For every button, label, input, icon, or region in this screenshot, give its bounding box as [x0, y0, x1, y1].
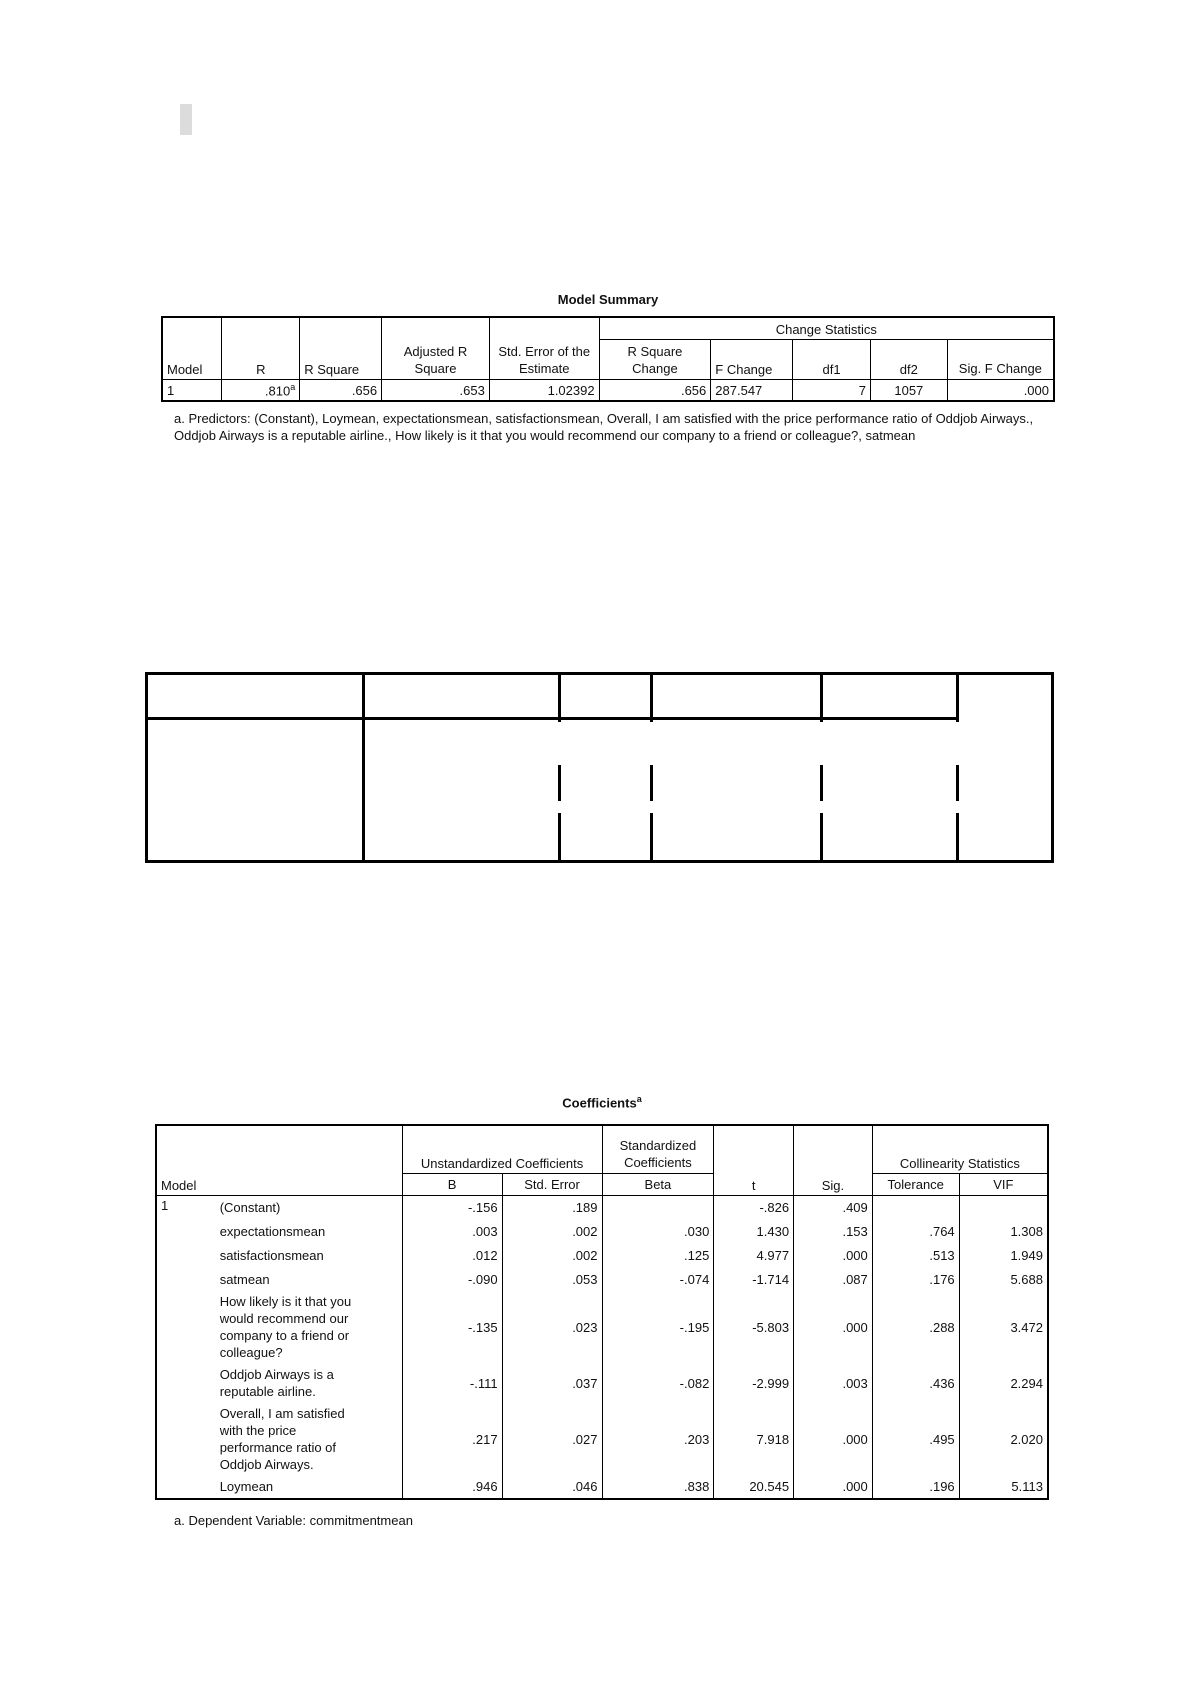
coefficients-table-wrap — [155, 1124, 1049, 1500]
cell-vif: 2.020 — [1010, 1431, 1043, 1447]
cell-b: .217 — [402, 1403, 502, 1475]
cell-b: .003 — [402, 1219, 502, 1243]
cell-t: -.826 — [714, 1195, 794, 1219]
cell-predictor: Oddjob Airways is a reputable airline. — [216, 1363, 403, 1403]
cell-se: .189 — [502, 1195, 602, 1219]
header-r: R — [222, 317, 300, 379]
cell-predictor: satisfactionsmean — [216, 1243, 403, 1267]
grid-divider — [956, 765, 959, 801]
cell-df1: 7 — [793, 379, 871, 401]
table-row — [156, 1219, 1048, 1243]
cell-predictor: How likely is it that you would recommend our company to a friend or colleague? — [216, 1291, 403, 1363]
cell-predictor: (Constant) — [216, 1195, 403, 1219]
cell-vif: 5.688 — [1010, 1271, 1043, 1287]
grid-divider — [148, 717, 959, 720]
header-f-change: F Change — [711, 339, 793, 379]
cell-sig: .003 — [794, 1363, 873, 1403]
grid-divider — [558, 765, 561, 801]
cell-t: -1.714 — [714, 1267, 794, 1291]
cell-b: -.135 — [402, 1291, 502, 1363]
grid-divider — [650, 813, 653, 860]
header-change-statistics: Change Statistics — [599, 317, 1054, 339]
grid-divider — [650, 765, 653, 801]
cell-beta — [602, 1195, 714, 1219]
header-model: Model — [156, 1125, 402, 1195]
cell-r-square: .656 — [300, 379, 382, 401]
header-df1: df1 — [793, 339, 871, 379]
grey-marker — [180, 104, 192, 135]
cell-f-change: 287.547 — [711, 379, 793, 401]
cell-t: -2.999 — [714, 1363, 794, 1403]
cell-adjusted-r-square: .653 — [382, 379, 490, 401]
table-row — [156, 1403, 1048, 1475]
model-summary-row — [162, 379, 1054, 401]
header-model: Model — [162, 317, 222, 379]
cell-predictor: Loymean — [216, 1475, 403, 1499]
cell-t: 4.977 — [714, 1243, 794, 1267]
cell-vif: 3.472 — [1010, 1319, 1043, 1335]
cell-beta: .203 — [602, 1403, 714, 1475]
cell-sig: .153 — [794, 1219, 873, 1243]
cell-df2: 1057 — [870, 379, 947, 401]
cell-beta: -.082 — [602, 1363, 714, 1403]
coefficients-title: Coefficients$^a$ — [562, 1094, 642, 1111]
cell-std-error: 1.02392 — [489, 379, 599, 401]
cell-model: 1 — [162, 379, 222, 401]
cell-se: .046 — [502, 1475, 602, 1499]
cell-tolerance: .513 — [872, 1243, 959, 1267]
cell-predictor: satmean — [216, 1267, 403, 1291]
table-row — [156, 1363, 1048, 1403]
cell-r: .810$^a$ — [222, 379, 300, 401]
grid-divider — [558, 813, 561, 860]
header-unstandardized: Unstandardized Coefficients — [402, 1125, 602, 1173]
coefficients-footnote: a. Dependent Variable: commitmentmean — [174, 1513, 413, 1528]
header-vif: VIF — [993, 1176, 1014, 1192]
coefficients-table — [155, 1124, 1049, 1500]
header-r-square-change: R Square Change — [599, 339, 711, 379]
cell-b: -.111 — [402, 1363, 502, 1403]
header-beta: Beta — [602, 1173, 714, 1195]
cell-se: .053 — [502, 1267, 602, 1291]
cell-sig: .000 — [794, 1291, 873, 1363]
model-summary-table-wrap — [161, 316, 1055, 402]
cell-b: .012 — [402, 1243, 502, 1267]
header-tolerance: Tolerance — [872, 1173, 959, 1195]
cell-tolerance: .436 — [872, 1363, 959, 1403]
cell-sig: .409 — [794, 1195, 873, 1219]
header-std-error: Std. Error — [502, 1173, 602, 1195]
cell-predictor: Overall, I am satisfied with the price performance ratio of Oddjob Airways. — [216, 1403, 403, 1475]
cell-vif — [959, 1195, 1048, 1219]
grid-divider — [956, 813, 959, 860]
cell-t: -5.803 — [714, 1291, 794, 1363]
grid-divider — [820, 813, 823, 860]
header-r-square: R Square — [300, 317, 382, 379]
cell-sig: .000 — [794, 1243, 873, 1267]
header-standardized: Standardized Coefficients — [602, 1125, 714, 1173]
table-row — [156, 1195, 1048, 1219]
header-t: t — [714, 1125, 794, 1195]
table-row — [156, 1475, 1048, 1499]
cell-sig-f-change: .000 — [947, 379, 1054, 401]
cell-se: .002 — [502, 1243, 602, 1267]
model-summary-table — [161, 316, 1055, 402]
cell-vif: 5.113 — [1011, 1479, 1043, 1494]
header-df2: df2 — [870, 339, 947, 379]
cell-se: .023 — [502, 1291, 602, 1363]
grid-divider — [820, 765, 823, 801]
cell-sig: .000 — [794, 1403, 873, 1475]
grid-divider — [820, 675, 823, 722]
table-row — [156, 1291, 1048, 1363]
header-b: B — [402, 1173, 502, 1195]
table-row — [156, 1267, 1048, 1291]
cell-b: .946 — [402, 1475, 502, 1499]
cell-tolerance — [872, 1195, 959, 1219]
cell-se: .037 — [502, 1363, 602, 1403]
cell-beta: .838 — [602, 1475, 714, 1499]
cell-t: 1.430 — [714, 1219, 794, 1243]
cell-beta: -.074 — [602, 1267, 714, 1291]
cell-b: -.156 — [402, 1195, 502, 1219]
cell-predictor: expectationsmean — [216, 1219, 403, 1243]
header-sig: Sig. — [794, 1125, 873, 1195]
grid-divider — [362, 675, 365, 860]
cell-beta: -.195 — [602, 1291, 714, 1363]
cell-b: -.090 — [402, 1267, 502, 1291]
header-sig-f-change: Sig. F Change — [958, 360, 1042, 376]
grid-divider — [650, 675, 653, 722]
cell-model-number: 1 — [156, 1195, 216, 1219]
cell-vif: 1.949 — [1010, 1247, 1043, 1263]
header-std-error: Std. Error of the Estimate — [489, 317, 599, 379]
cell-tolerance: .176 — [872, 1267, 959, 1291]
header-adjusted-r-square: Adjusted R Square — [382, 317, 490, 379]
table-row — [156, 1243, 1048, 1267]
grid-divider — [558, 675, 561, 722]
cell-r-square-change: .656 — [599, 379, 711, 401]
cell-vif: 1.308 — [1010, 1223, 1043, 1239]
cell-tolerance: .196 — [872, 1475, 959, 1499]
cell-tolerance: .495 — [872, 1403, 959, 1475]
cell-tolerance: .764 — [872, 1219, 959, 1243]
cell-beta: .125 — [602, 1243, 714, 1267]
cell-beta: .030 — [602, 1219, 714, 1243]
cell-se: .027 — [502, 1403, 602, 1475]
cell-se: .002 — [502, 1219, 602, 1243]
model-summary-title: Model Summary — [557, 292, 659, 307]
cell-t: 20.545 — [714, 1475, 794, 1499]
cell-t: 7.918 — [714, 1403, 794, 1475]
header-collinearity: Collinearity Statistics — [872, 1125, 1048, 1173]
cell-tolerance: .288 — [872, 1291, 959, 1363]
empty-table-grid — [145, 672, 1054, 863]
cell-vif: 2.294 — [1010, 1375, 1043, 1391]
cell-sig: .000 — [794, 1475, 873, 1499]
cell-sig: .087 — [794, 1267, 873, 1291]
model-summary-footnote: a. Predictors: (Constant), Loymean, expectationsmean, satisfactionsmean, Overall, I am satisfied with the price performance ratio of Oddjob Airways., Oddjob Airways is a reputable airline., How likely is it that you would recommend our company to a friend or colleague?, satmean — [174, 411, 1034, 443]
grid-divider — [956, 675, 959, 722]
